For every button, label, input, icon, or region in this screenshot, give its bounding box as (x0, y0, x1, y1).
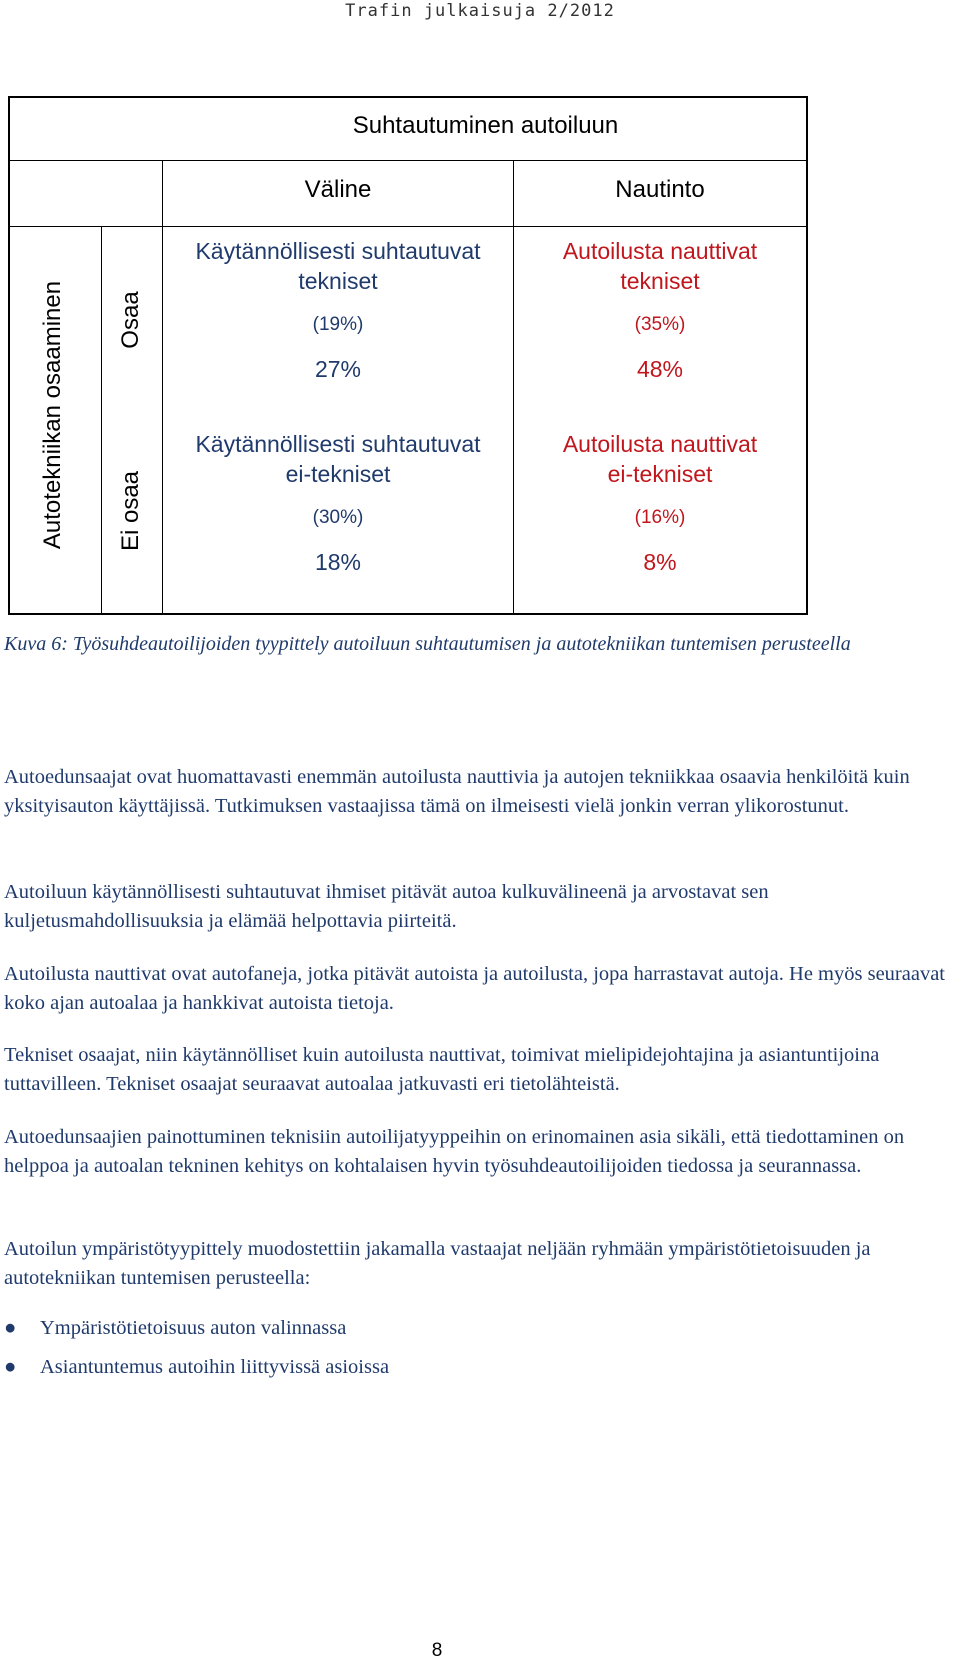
border-left (8, 96, 10, 615)
bullet-text: Ympäristötietoisuus auton valinnassa (40, 1317, 347, 1339)
bullet-text: Asiantuntemus autoihin liittyvissä asioissa (40, 1356, 390, 1378)
typology-table (8, 96, 808, 615)
bullet-item-1 (4, 1314, 604, 1344)
bullet-dot-icon: ● (4, 1356, 17, 1378)
paragraph-4: Tekniset osaajat, niin käytännölliset kuin autoilusta nauttivat, toimivat mielipidejohtajina ja asiantuntijoina tuttavilleen. Tekniset osaajat seuraavat autoalaa jatkuvasti eri tietolähteistä. (4, 1044, 880, 1095)
cell-share-big: 18% (314, 549, 362, 575)
running-header: Trafin julkaisuja 2/2012 (345, 1, 615, 21)
cell-label-line1: Autoilusta nauttivat (562, 238, 758, 264)
cell-share-big: 8% (643, 549, 677, 575)
bullet-item-2 (4, 1353, 604, 1383)
cell-label-line2: tekniset (298, 268, 378, 294)
page-number: 8 (431, 1640, 443, 1661)
cell-practical-technical (163, 236, 513, 383)
row-label-ei-osaa: Ei osaa (117, 470, 144, 552)
cell-label-line2: tekniset (620, 268, 700, 294)
row-group-label: Autotekniikan osaaminen (39, 280, 66, 550)
divider-colheads (8, 226, 808, 227)
cell-share-big: 48% (636, 356, 684, 382)
cell-share-small: (19%) (312, 314, 364, 335)
cell-label-line1: Autoilusta nauttivat (562, 431, 758, 457)
cell-practical-nontechnical (163, 429, 513, 576)
cell-label-line2: ei-tekniset (285, 461, 391, 487)
cell-enjoy-nontechnical (514, 429, 806, 576)
paragraph-5: Autoedunsaajien painottuminen teknisiin autoilijatyyppeihin on erinomainen asia sikäli, että tiedottaminen on helppoa ja autoalan tekninen kehitys on kohtalaisen hyvin työsuhdeautoilijoiden tiedossa ja seurannassa. (4, 1126, 905, 1177)
cell-label-line1: Käytännöllisesti suhtautuvat (195, 238, 481, 264)
cell-share-small: (16%) (634, 507, 686, 528)
paragraph-6: Autoilun ympäristötyypittely muodostettiin jakamalla vastaajat neljään ryhmään ympäristötietoisuuden ja autotekniikan tuntemisen perusteella: (4, 1238, 871, 1289)
divider-title (8, 160, 808, 161)
cell-label-line1: Käytännöllisesti suhtautuvat (195, 431, 481, 457)
figure-title: Suhtautuminen autoiluun (352, 112, 619, 139)
divider-rowgroup (101, 226, 102, 615)
figure-caption: Kuva 6: Työsuhdeautoilijoiden tyypittely autoiluun suhtautumisen ja autotekniikan tuntemisen perusteella (4, 633, 851, 655)
row-label-osaa: Osaa (117, 291, 144, 349)
paragraph-2: Autoiluun käytännöllisesti suhtautuvat ihmiset pitävät autoa kulkuvälineenä ja arvostavat sen kuljetusmahdollisuuksia ja elämää helpottavia piirteitä. (4, 881, 769, 932)
paragraph-1: Autoedunsaajat ovat huomattavasti enemmän autoilusta nauttivia ja autojen tekniikkaa osaavia henkilöitä kuin yksityisauton käyttäjissä. Tutkimuksen vastaajissa tämä on ilmeisesti vielä jonkin verran ylikorostunut. (4, 766, 910, 817)
col-header-nautinto: Nautinto (615, 176, 705, 203)
cell-enjoy-technical (514, 236, 806, 383)
cell-share-small: (35%) (634, 314, 686, 335)
border-bottom (8, 613, 808, 615)
cell-label-line2: ei-tekniset (607, 461, 713, 487)
paragraph-3: Autoilusta nauttivat ovat autofaneja, jotka pitävät autoista ja autoilusta, jopa harrastavat autoja. He myös seuraavat koko ajan autoalaa ja hankkivat autoista tietoja. (4, 963, 945, 1014)
cell-share-small: (30%) (312, 507, 364, 528)
border-right (806, 96, 808, 615)
bullet-dot-icon: ● (4, 1317, 17, 1339)
col-header-valine: Väline (304, 176, 372, 203)
border-top (8, 96, 808, 98)
cell-share-big: 27% (314, 356, 362, 382)
